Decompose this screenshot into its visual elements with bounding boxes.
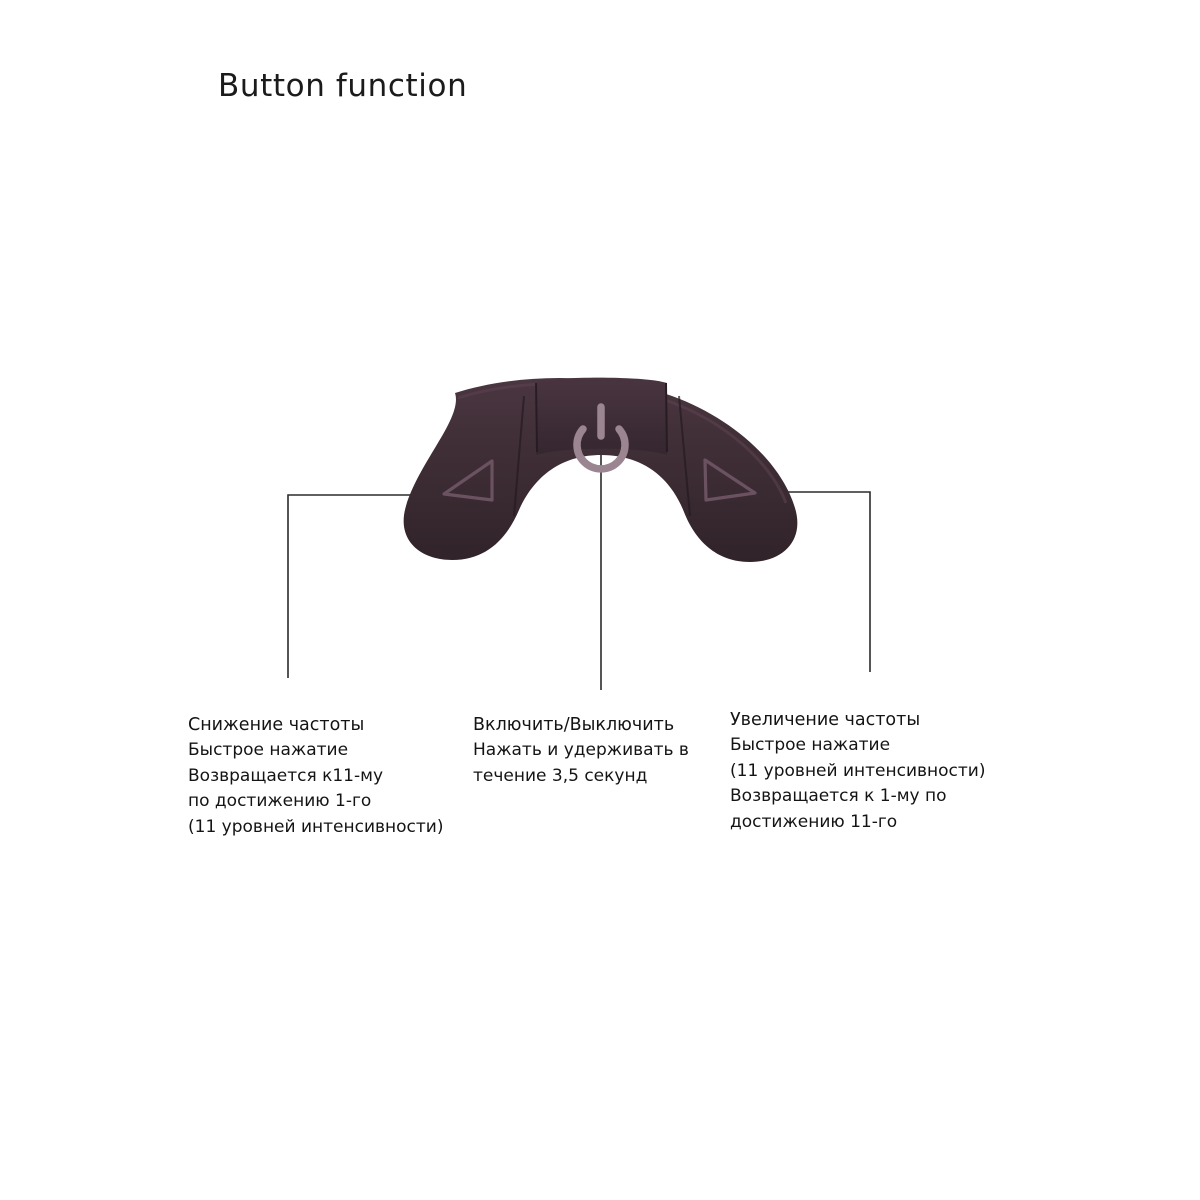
callout-decrease-frequency — [188, 712, 488, 840]
callout-line: Быстрое нажатие — [730, 735, 891, 755]
callout-heading: Снижение частоты — [188, 715, 365, 735]
callout-heading: Включить/Выключить — [473, 715, 675, 735]
callout-heading: Увеличение частоты — [730, 710, 921, 730]
callout-line: (11 уровней интенсивности) — [730, 760, 986, 781]
callout-power-on-off — [473, 712, 703, 789]
callout-line: Нажать и удерживать в — [473, 740, 689, 760]
callout-line: Быстрое нажатие — [188, 740, 349, 760]
callout-line: достижению 11-го — [730, 811, 898, 832]
callout-line: течение 3,5 секунд — [473, 765, 648, 786]
callout-increase-frequency — [730, 707, 1020, 835]
callout-line: Возвращается к 1-му по — [730, 786, 947, 806]
callout-line: (11 уровней интенсивности) — [188, 816, 444, 837]
callout-line: по достижению 1-го — [188, 791, 372, 811]
page-title: Button function — [218, 68, 468, 104]
callout-line: Возвращается к11-му — [188, 765, 384, 786]
